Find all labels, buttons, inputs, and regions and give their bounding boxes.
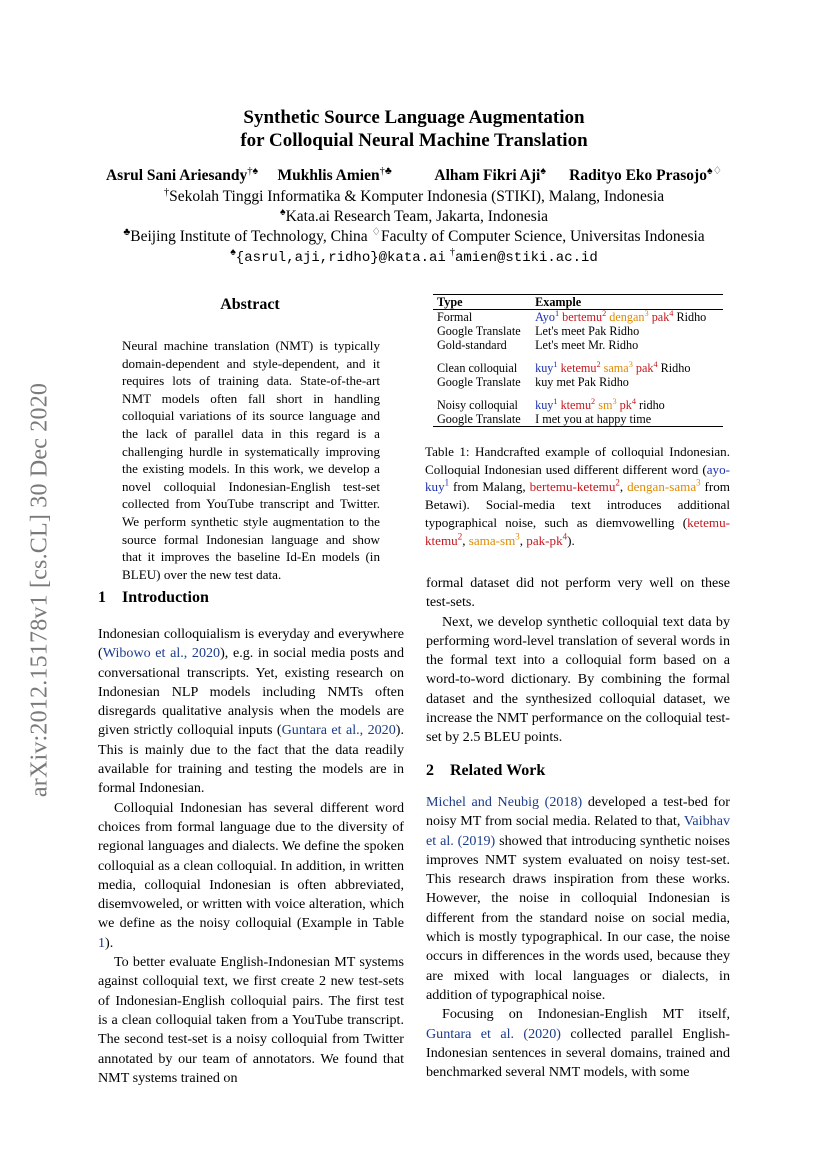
author-mark: ♠ [540,165,546,177]
author-mark: †♣ [379,165,392,177]
author-list [0,166,828,186]
citation-link[interactable]: Wibowo et al., 2020 [102,645,221,662]
table-row: Google Translate I met you at happy time [433,412,723,427]
title-line-1: Synthetic Source Language Augmentation [243,107,585,128]
affiliation-stiki: †Sekolah Tinggi Informatika & Komputer Indonesia (STIKI), Malang, Indonesia [163,186,665,205]
table-row: Gold-standard Let's meet Mr. Ridho [437,338,639,352]
arxiv-stamp [10,330,70,850]
author-name: Alham Fikri Aji [434,167,541,184]
arxiv-id: arXiv:2012.15178v1 [cs.CL] 30 Dec 2020 [26,382,53,798]
citation-link[interactable]: Michel and Neubig (2018) [426,794,583,810]
table-ref-link[interactable]: 1 [98,934,106,951]
author-emails: ♠{asrul,aji,ridho}@kata.ai †amien@stiki.ac.id [230,246,598,266]
table-1-caption: Table 1: Handcrafted example of colloquial Indonesian. Colloquial Indonesian used different different word (ayo-kuy$^1$ from Malang, bertemu-ketemu$^2$, dengan-sama$^3$ from Betawi). Social-media text introduces additional typographical noise, such as diemvowelling (ketemu-ktemu$^2$, sama-$sm^3$, pak-$pk^4$). [425,444,730,548]
col-header-type: Type [437,295,463,309]
table-row: Google Translate kuy met Pak Ridho [437,375,629,389]
author-name: Radityo Eko Prasojo [569,167,707,184]
affiliation-kata: ♠Kata.ai Research Team, Jakarta, Indonesia [279,206,549,225]
citation-link[interactable]: Guntara et al. (2020) [426,1025,561,1042]
table-row: Google Translate Let's meet Pak Ridho [437,324,640,338]
abstract-text: Neural machine translation (NMT) is typically domain-dependent and style-dependent, and it requires lots of training data. State-of-the-art NMT models often fall short in handling colloquial variations of its source language and the lack of parallel data in this regard is a challenging hurdle in systematically improving the existing models. In this work, we develop a novel colloquial Indonesian-English test-set collected from YouTube transcript and Twitter. We perform synthetic style augmentation to the source formal Indonesian language and show that it improves the baseline Id-En models (in BLEU) over the new test data. [122,338,380,582]
citation-link[interactable]: Guntara et al., 2020 [281,722,396,739]
right-column-body [426,574,730,748]
paragraph: Focusing on Indonesian-English MT itself, Guntara et al. (2020) collected parallel English-Indonesian sentences in several domains, trained and benchmarked several NMT models, with some [426,1006,731,1081]
email-link[interactable]: {asrul,aji,ridho}@kata.ai [235,250,446,266]
table-row: Clean colloquial kuy$^1$ ketemu$^2$ sama$^3$ pak$^4$ Ridho [437,359,691,375]
author-mark: ♠♢ [706,165,723,177]
paragraph: Colloquial Indonesian has several different word choices from formal language due to the diversity of regional languages and dialects. We define the spoken colloquial as a clean colloquial. In addition, in written media, colloquial Indonesian is often abbreviated, disemvoweled, or written with voice alteration, which we define as the noisy colloquial (Example in Table 1). [98,799,404,951]
affiliation-beijing-ui: ♣Beijing Institute of Technology, China ♢Faculty of Computer Science, Universitas Indonesia [123,226,705,245]
table-1 [433,294,723,427]
section-heading-introduction: 1 Introduction [98,589,209,606]
introduction-body [98,625,404,1088]
table-row: Formal Ayo$^1$ bertemu$^2$ dengan$^3$ pak$^4$ Ridho [437,308,707,324]
paragraph: Next, we develop synthetic colloquial text data by performing word-level translation of several words in the formal text into a colloquial form based on a word-to-word dictionary. By combining the formal dataset and the synthesized colloquial dataset, we increase the NMT performance on the colloquial test-set by 2.5 BLEU points. [426,613,730,746]
col-header-example: Example [535,295,582,309]
paragraph: Indonesian colloquialism is everyday and everywhere (Wibowo et al., 2020), e.g. in social media posts and conversational transcripts. Yet, existing research on Indonesian NLP models including NMTs often disregards qualitative analysis when the models are given strictly colloquial inputs (Guntara et al., 2020). This is mainly due to the fact that the data readily available for training and testing the models are in formal Indonesian. [98,626,404,797]
paragraph: formal dataset did not perform very well on these test-sets. [426,575,730,611]
section-heading-related-work: 2 Related Work [426,762,546,779]
paper-title [0,106,828,152]
email-link[interactable]: amien@stiki.ac.id [454,250,598,266]
author-name: Mukhlis Amien [277,167,380,184]
related-work-body [426,793,730,1082]
abstract-heading: Abstract [220,296,280,313]
title-line-2: for Colloquial Neural Machine Translation [240,130,588,151]
author-mark: †♠ [247,165,259,177]
table-row: Noisy colloquial kuy$^1$ ktemu$^2$ $sm^3$ $pk^4$ ridho [437,396,665,412]
author-name: Asrul Sani Ariesandy [105,167,248,184]
paragraph: Michel and Neubig (2018) developed a test-bed for noisy MT from social media. Related to that, Vaibhav et al. (2019) showed that introducing synthetic noises improves NMT system evaluated on noisy test-set. This research draws inspiration from these works. However, the noise in colloquial Indonesian is different from the standard noise on social media, which is mostly typographical. In our case, the noise occurs in differences in the words used, because they are mixed with local languages or dialects, in addition of typographical noise. [426,794,730,1003]
citation-link[interactable]: Vaibhav et al. (2019) [426,813,730,849]
paragraph: To better evaluate English-Indonesian MT systems against colloquial text, we first create 2 new test-sets of Indonesian-English colloquial pairs. The first test is a clean colloquial taken from a YouTube transcript. The second test-set is a noisy colloquial from Twitter annotated by our team of annotators. We found that NMT systems trained on [98,954,404,1086]
